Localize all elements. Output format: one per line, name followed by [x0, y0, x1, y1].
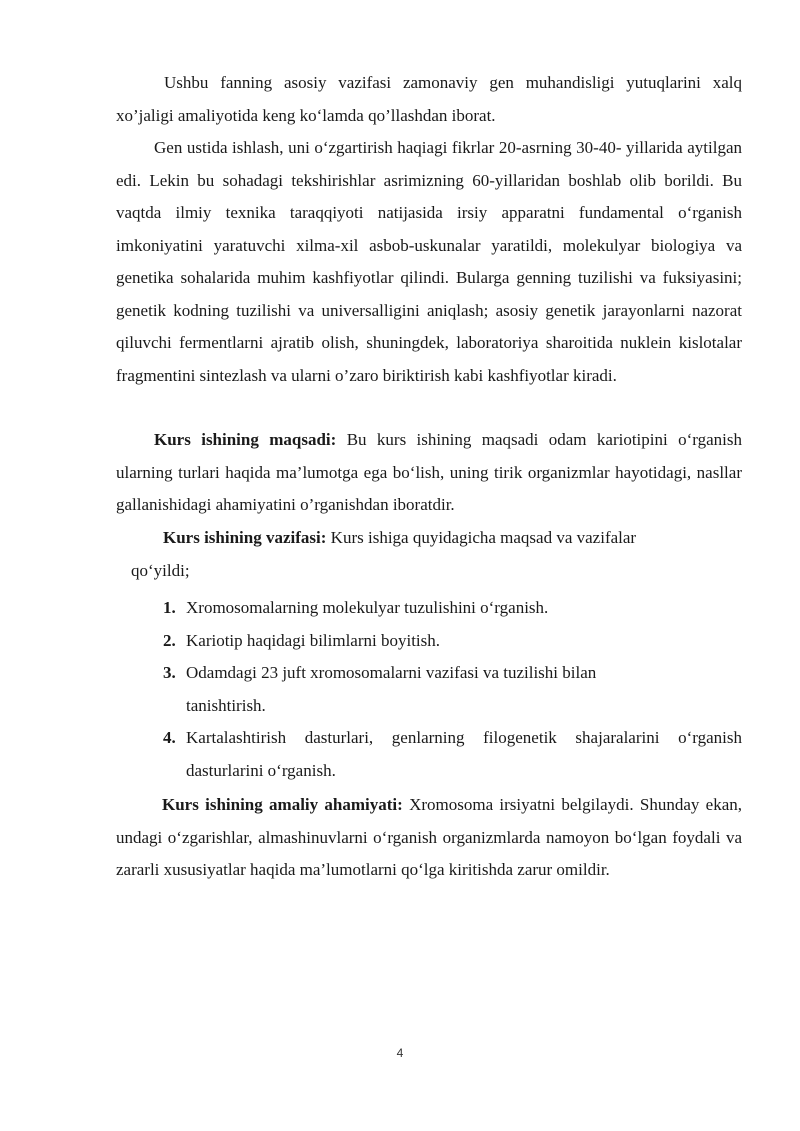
page-number: 4 [396, 1046, 404, 1060]
intro-paragraph: Ushbu fanning asosiy vazifasi zamonaviy gen muhandisligi yutuqlarini xalq xo’jaligi amaliyotida keng ko‘lamda qo’llashdan iborat. [116, 73, 742, 125]
list-item [163, 625, 646, 658]
tasks-paragraph [163, 522, 723, 555]
practical-text: Xromosoma irsiyatni belgilaydi. Shunday ekan, undagi o‘zgarishlar, almashinuvlarni o‘rganish organizmlarda namoyon bo‘lgan foydali va zararli xususiyatlar haqida ma’lumotlarni qo‘lga kiritishda zarur omildir. [116, 795, 742, 879]
list-item-number: 2. [163, 630, 176, 650]
list-item-text: Xromosomalarning molekulyar tuzulishini o‘rganish. [186, 598, 549, 617]
tasks-text: Kurs ishiga quyidagicha maqsad va vazifalar [326, 528, 637, 547]
tasks-heading: Kurs ishining vazifasi: [163, 528, 327, 547]
list-item-text: Odamdagi 23 juft xromosomalarni vazifasi va tuzilishi bilan tanishtirish. [186, 663, 597, 715]
practical-paragraph [116, 789, 742, 887]
list-item-number: 1. [163, 598, 176, 617]
goal-text: Bu kurs ishining maqsadi odam kariotipini o‘rganish ularning turlari haqida ma’lumotga ega bo‘lish, uning tirik organizmlar hayotidagi, nasllar gallanishidagi ahamiyatini o’rganishdan iboratdir. [116, 430, 742, 514]
list-item [163, 722, 742, 787]
list-item-text: Kartalashtirish dasturlari, genlarning filogenetik shajaralarini o‘rganish dasturlarini o‘rganish. [186, 728, 742, 780]
goal-heading: Kurs ishining maqsadi: [154, 430, 337, 449]
practical-heading: Kurs ishining amaliy ahamiyati: [162, 795, 403, 814]
history-paragraph: Gen ustida ishlash, uni o‘zgartirish haqiagi fikrlar 20-asrning 30-40- yillarida aytilgan edi. Lekin bu sohadagi tekshirishlar asrimizning 60-yillaridan boshlab olib borildi. Bu vaqtda ilmiy texnika taraqqiyoti natijasida irsiy apparatni fundamental o‘rganish imkoniyatini yaratuvchi xilma-xil asbob-uskunalar yaratildi, molekulyar biologiya va genetika sohalarida muhim kashfiyotlar qilindi. Bularga genning tuzilishi va fuksiyasini; genetik kodning tuzilishi va universalligini aniqlash; asosiy genetik jarayonlarni nazorat qiluvchi fermentlarni ajratib olish, shuningdek, laboratoriya sharoitida nuklein kislotalar fragmentini sintezlash va ularni o’zaro biriktirish kabi kashfiyotlar kiradi. [116, 138, 742, 385]
list-item-text: Kariotip haqidagi bilimlarni boyitish. [186, 630, 441, 650]
list-item [163, 592, 646, 625]
list-item [163, 657, 661, 722]
list-item-number: 4. [163, 728, 176, 747]
goal-paragraph [116, 424, 742, 522]
tasks-paragraph-cont: qo‘yildi; [131, 561, 190, 580]
tasks-list [163, 592, 742, 787]
list-item-number: 3. [163, 663, 176, 682]
